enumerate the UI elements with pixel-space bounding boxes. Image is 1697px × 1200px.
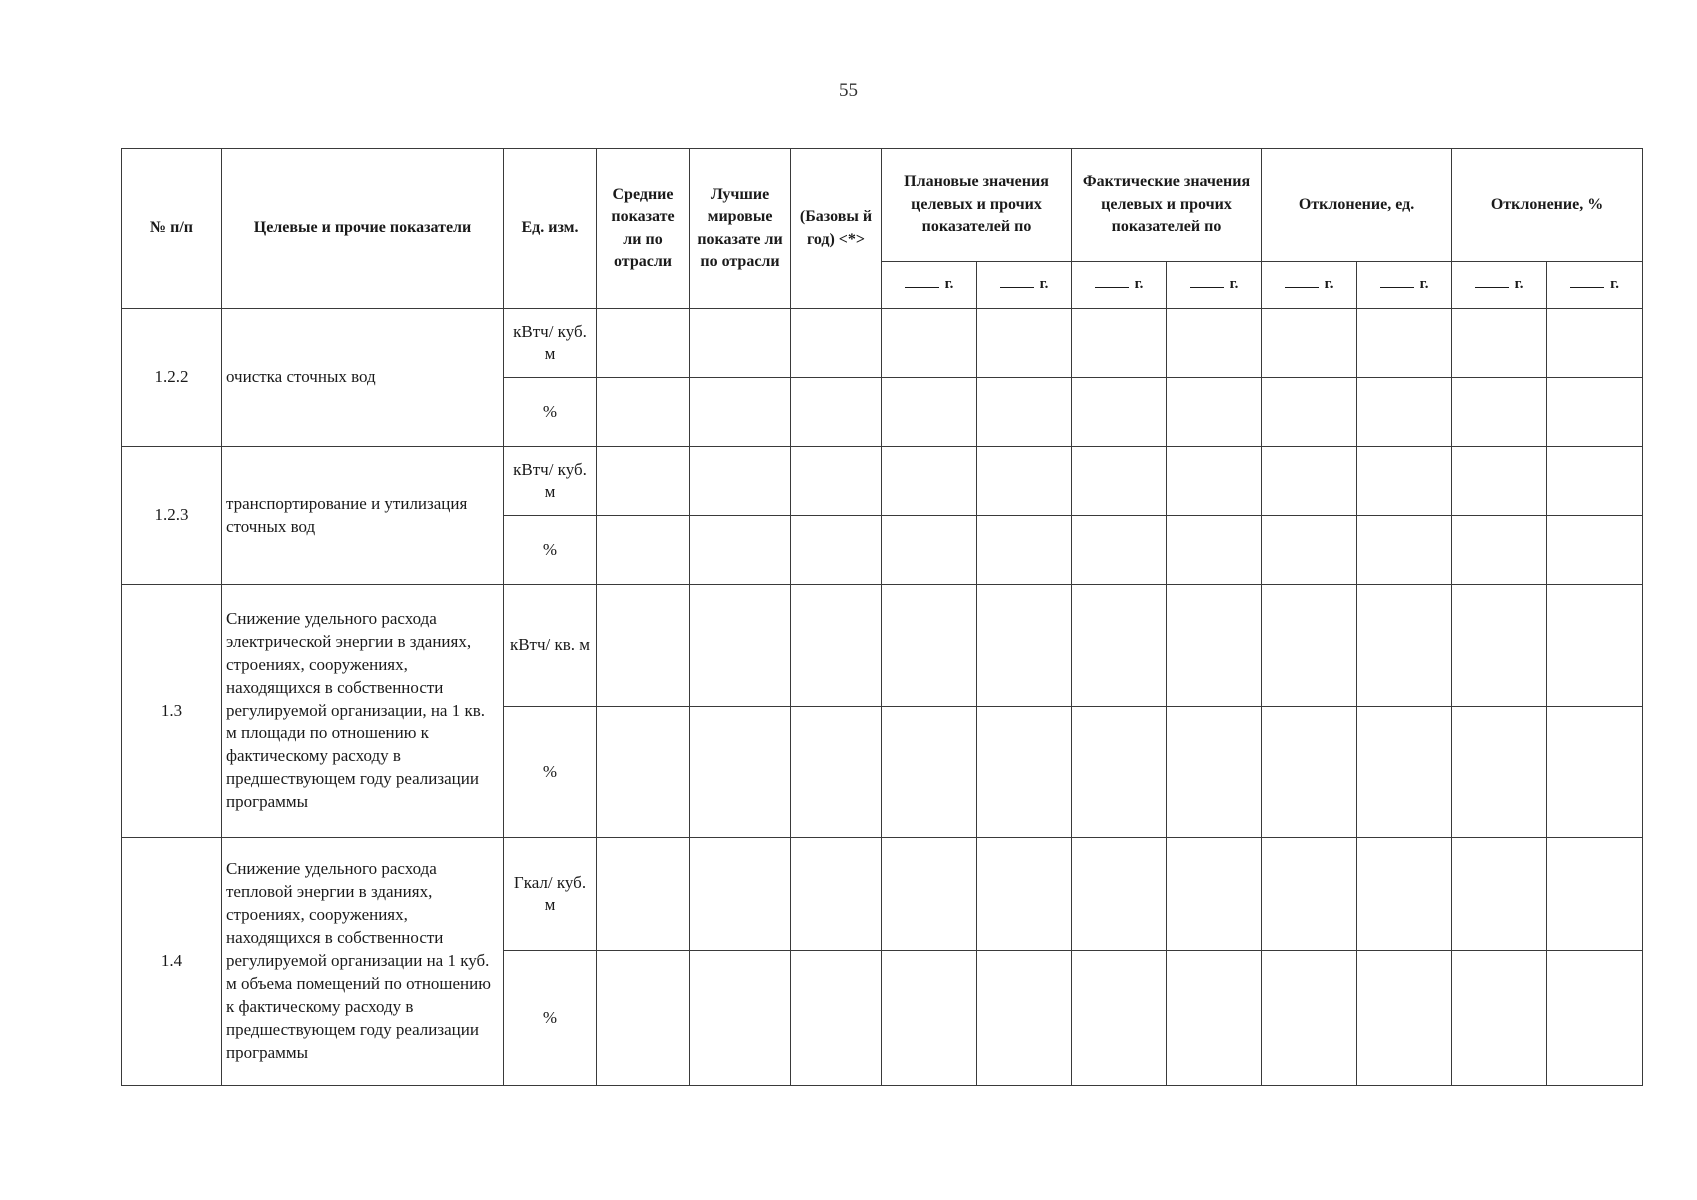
empty-cell xyxy=(1167,838,1262,951)
empty-cell xyxy=(882,447,977,516)
empty-cell xyxy=(597,378,690,447)
empty-cell xyxy=(977,838,1072,951)
empty-cell xyxy=(791,516,882,585)
header-dev-percent: Отклонение, % xyxy=(1452,149,1643,262)
header-name: Целевые и прочие показатели xyxy=(222,149,504,309)
empty-cell xyxy=(597,516,690,585)
year-cell: г. xyxy=(1262,262,1357,309)
table-row xyxy=(122,447,1643,516)
header-planned: Плановые значения целевых и прочих показателей по xyxy=(882,149,1072,262)
empty-cell xyxy=(1262,707,1357,838)
empty-cell xyxy=(597,585,690,707)
empty-cell xyxy=(1072,838,1167,951)
empty-cell xyxy=(1547,516,1643,585)
header-dev-units: Отклонение, ед. xyxy=(1262,149,1452,262)
header-avg: Средние показате ли по отрасли xyxy=(597,149,690,309)
row-number: 1.3 xyxy=(122,585,222,838)
empty-cell xyxy=(690,516,791,585)
empty-cell xyxy=(791,378,882,447)
row-number: 1.2.2 xyxy=(122,309,222,447)
empty-cell xyxy=(882,585,977,707)
empty-cell xyxy=(1357,585,1452,707)
empty-cell xyxy=(1167,707,1262,838)
empty-cell xyxy=(977,378,1072,447)
empty-cell xyxy=(882,838,977,951)
empty-cell xyxy=(1262,838,1357,951)
row-number: 1.4 xyxy=(122,838,222,1086)
empty-cell xyxy=(1167,447,1262,516)
table-row xyxy=(122,838,1643,951)
empty-cell xyxy=(1452,585,1547,707)
header-best: Лучшие мировые показате ли по отрасли xyxy=(690,149,791,309)
indicators-table xyxy=(121,148,1643,1086)
empty-cell xyxy=(1262,309,1357,378)
year-cell: г. xyxy=(1167,262,1262,309)
row-name: транспортирование и утилизация сточных вод xyxy=(222,447,504,585)
empty-cell xyxy=(1167,378,1262,447)
empty-cell xyxy=(791,951,882,1086)
year-cell: г. xyxy=(1357,262,1452,309)
row-unit: кВтч/ куб. м xyxy=(504,447,597,516)
year-cell: г. xyxy=(977,262,1072,309)
empty-cell xyxy=(1452,309,1547,378)
empty-cell xyxy=(1072,516,1167,585)
empty-cell xyxy=(882,309,977,378)
header-num: № п/п xyxy=(122,149,222,309)
empty-cell xyxy=(791,447,882,516)
empty-cell xyxy=(1262,951,1357,1086)
empty-cell xyxy=(1452,447,1547,516)
empty-cell xyxy=(1167,516,1262,585)
year-cell: г. xyxy=(882,262,977,309)
empty-cell xyxy=(1452,951,1547,1086)
empty-cell xyxy=(1167,585,1262,707)
empty-cell xyxy=(690,838,791,951)
empty-cell xyxy=(1167,951,1262,1086)
empty-cell xyxy=(882,707,977,838)
year-cell: г. xyxy=(1072,262,1167,309)
empty-cell xyxy=(791,585,882,707)
empty-cell xyxy=(1357,378,1452,447)
empty-cell xyxy=(1262,378,1357,447)
empty-cell xyxy=(1072,585,1167,707)
empty-cell xyxy=(977,516,1072,585)
empty-cell xyxy=(1072,707,1167,838)
year-cell: г. xyxy=(1452,262,1547,309)
header-row xyxy=(122,149,1643,262)
empty-cell xyxy=(791,838,882,951)
empty-cell xyxy=(597,838,690,951)
empty-cell xyxy=(1262,585,1357,707)
empty-cell xyxy=(1357,951,1452,1086)
empty-cell xyxy=(1452,516,1547,585)
empty-cell xyxy=(690,585,791,707)
empty-cell xyxy=(1547,951,1643,1086)
empty-cell xyxy=(1262,447,1357,516)
empty-cell xyxy=(1547,309,1643,378)
row-unit: кВтч/ куб. м xyxy=(504,309,597,378)
empty-cell xyxy=(882,516,977,585)
empty-cell xyxy=(977,707,1072,838)
row-unit: % xyxy=(504,516,597,585)
empty-cell xyxy=(690,707,791,838)
table-row xyxy=(122,309,1643,378)
empty-cell xyxy=(1452,707,1547,838)
empty-cell xyxy=(1072,447,1167,516)
row-name: Снижение удельного расхода тепловой энергии в зданиях, строениях, сооружениях, находящихся в собственности регулируемой организации на 1 куб. м объема помещений по отношению к фактическому расходу в предшествующем году реализации программы xyxy=(222,838,504,1086)
table-row xyxy=(122,585,1643,707)
row-unit: кВтч/ кв. м xyxy=(504,585,597,707)
header-actual: Фактические значения целевых и прочих показателей по xyxy=(1072,149,1262,262)
empty-cell xyxy=(1547,585,1643,707)
year-cell: г. xyxy=(1547,262,1643,309)
empty-cell xyxy=(690,378,791,447)
empty-cell xyxy=(791,309,882,378)
page-number: 55 xyxy=(839,80,858,101)
empty-cell xyxy=(977,447,1072,516)
empty-cell xyxy=(1262,516,1357,585)
empty-cell xyxy=(690,447,791,516)
empty-cell xyxy=(1357,516,1452,585)
empty-cell xyxy=(597,951,690,1086)
empty-cell xyxy=(977,309,1072,378)
empty-cell xyxy=(690,951,791,1086)
empty-cell xyxy=(1357,707,1452,838)
row-unit: % xyxy=(504,951,597,1086)
row-number: 1.2.3 xyxy=(122,447,222,585)
row-name: очистка сточных вод xyxy=(222,309,504,447)
row-name: Снижение удельного расхода электрической энергии в зданиях, строениях, сооружениях, находящихся в собственности регулируемой организации, на 1 кв. м площади по отношению к фактическому расходу в предшествующем году реализации программы xyxy=(222,585,504,838)
empty-cell xyxy=(977,585,1072,707)
empty-cell xyxy=(977,951,1072,1086)
empty-cell xyxy=(597,447,690,516)
empty-cell xyxy=(1547,378,1643,447)
empty-cell xyxy=(597,309,690,378)
empty-cell xyxy=(690,309,791,378)
empty-cell xyxy=(1547,447,1643,516)
empty-cell xyxy=(1452,378,1547,447)
empty-cell xyxy=(1072,951,1167,1086)
empty-cell xyxy=(1357,838,1452,951)
row-unit: % xyxy=(504,378,597,447)
empty-cell xyxy=(1357,447,1452,516)
empty-cell xyxy=(1452,838,1547,951)
row-unit: Гкал/ куб. м xyxy=(504,838,597,951)
empty-cell xyxy=(597,707,690,838)
empty-cell xyxy=(1167,309,1262,378)
header-base-year: (Базовы й год) <*> xyxy=(791,149,882,309)
empty-cell xyxy=(1357,309,1452,378)
header-unit: Ед. изм. xyxy=(504,149,597,309)
empty-cell xyxy=(1547,838,1643,951)
empty-cell xyxy=(791,707,882,838)
empty-cell xyxy=(1072,378,1167,447)
empty-cell xyxy=(1072,309,1167,378)
row-unit: % xyxy=(504,707,597,838)
empty-cell xyxy=(1547,707,1643,838)
empty-cell xyxy=(882,951,977,1086)
empty-cell xyxy=(882,378,977,447)
